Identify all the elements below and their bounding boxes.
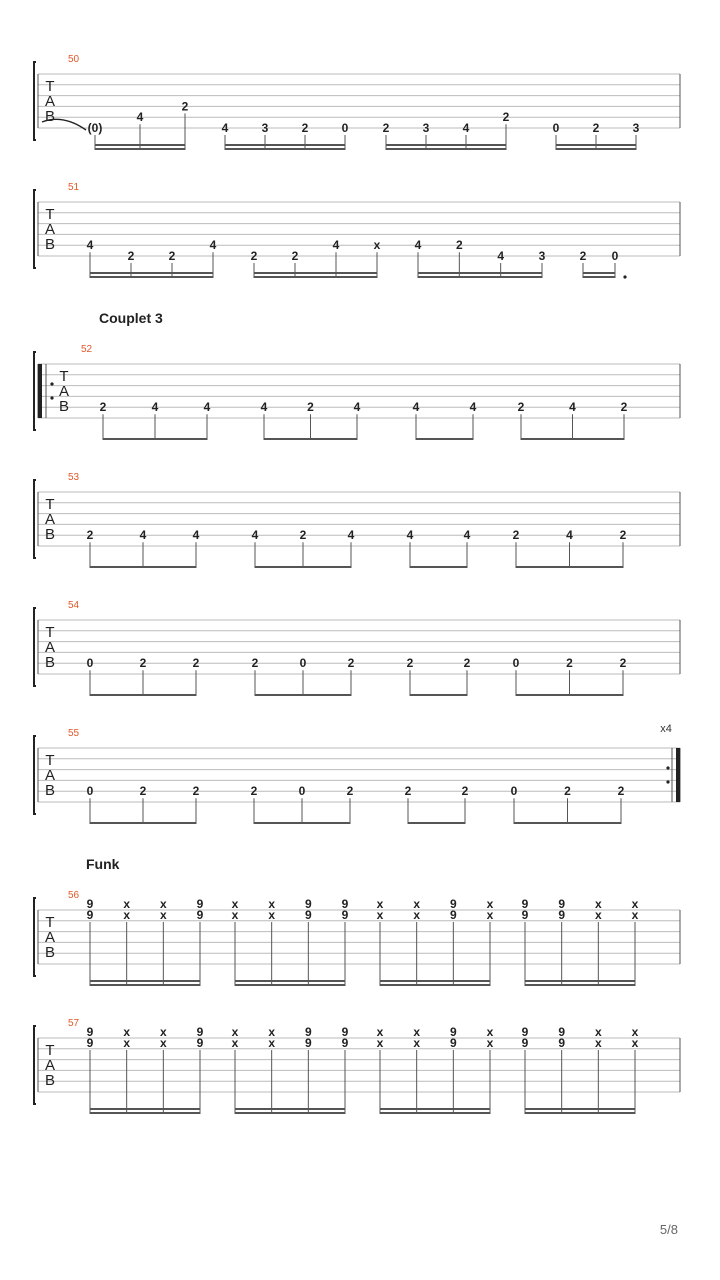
fret-number: 2 [299, 528, 307, 543]
fret-number: 4 [260, 400, 268, 415]
chord-note-upper: 9 [521, 1025, 529, 1039]
beam-secondary [225, 144, 345, 146]
beam-primary [410, 694, 467, 696]
fret-number: x [373, 238, 381, 253]
tab-clef-letter: B [58, 398, 70, 415]
tab-clef-letter: A [44, 639, 56, 656]
chord-note-upper: 9 [304, 897, 312, 911]
section-label: Couplet 3 [99, 310, 163, 326]
fret-number: 3 [422, 121, 430, 135]
tab-clef-letter: A [44, 767, 56, 784]
chord-note-lower: x [413, 1036, 421, 1050]
fret-number: 2 [566, 656, 573, 671]
chord-note-upper: 9 [521, 897, 529, 911]
fret-number: 0 [86, 784, 94, 799]
chord-note-lower: x [159, 908, 167, 922]
chord-note-upper: 9 [86, 897, 94, 911]
chord-note-upper: x [376, 897, 384, 911]
tab-clef-letter: T [45, 78, 55, 95]
chord-note-lower: 9 [558, 1036, 566, 1050]
measure-number: 54 [68, 600, 80, 611]
fret-number: 2 [301, 121, 309, 135]
beam-primary [255, 694, 351, 696]
fret-number: 2 [404, 784, 412, 799]
system-bracket [34, 62, 36, 140]
repeat-dot [666, 780, 669, 783]
fret-number: 4 [139, 528, 147, 543]
chord-note-upper: x [123, 1025, 131, 1039]
fret-number: 2 [168, 249, 176, 263]
tab-clef-letter: T [45, 206, 55, 223]
chord-note-lower: 9 [304, 1036, 312, 1050]
chord-note-upper: 9 [449, 897, 457, 911]
chord-note-lower: 9 [521, 908, 529, 922]
tab-clef-letter: B [44, 236, 56, 253]
chord-note-lower: 9 [521, 1036, 529, 1050]
beam-primary [90, 566, 196, 568]
tab-clef-letter: A [44, 221, 56, 238]
fret-number: 0 [341, 121, 349, 135]
beam-primary [254, 822, 350, 824]
system-bracket [34, 736, 36, 814]
chord-note-lower: x [159, 1036, 167, 1050]
tab-clef-letter: B [44, 1072, 56, 1089]
fret-number: 2 [461, 784, 469, 799]
fret-number: 0 [510, 784, 518, 799]
chord-note-upper: 9 [449, 1025, 457, 1039]
fret-number: 2 [192, 656, 200, 671]
fret-number: 4 [192, 528, 200, 543]
tab-clef-letter: A [44, 929, 56, 946]
beam-primary [90, 694, 196, 696]
chord-note-upper: x [268, 1025, 276, 1039]
beam-primary [380, 984, 490, 986]
fret-number: 2 [250, 784, 258, 799]
tab-clef-letter: A [44, 511, 56, 528]
beam-primary [556, 148, 636, 150]
fret-number: 2 [619, 656, 627, 671]
beam-primary [525, 1112, 635, 1114]
beam-primary [235, 1112, 345, 1114]
fret-number: 3 [538, 249, 546, 263]
fret-number: 2 [406, 656, 414, 671]
beam-primary [521, 438, 624, 440]
chord-note-lower: 9 [558, 908, 566, 922]
beam-primary [516, 566, 623, 568]
beam-primary [90, 822, 196, 824]
fret-number: 0 [611, 249, 619, 263]
fret-number: 2 [139, 784, 147, 799]
fret-number: 2 [463, 656, 471, 671]
fret-number: 4 [463, 528, 471, 543]
beam-primary [95, 148, 185, 150]
fret-number: 2 [291, 249, 299, 263]
fret-number: 2 [139, 656, 147, 671]
beam-secondary [386, 144, 506, 146]
beam-primary [380, 1112, 490, 1114]
section-label: Funk [86, 856, 120, 872]
tab-clef-letter: T [45, 496, 55, 513]
beam-secondary [380, 1108, 490, 1110]
fret-number: 0 [86, 656, 94, 671]
beam-primary [386, 148, 506, 150]
tab-clef-letter: B [44, 654, 56, 671]
fret-number: 4 [203, 400, 211, 415]
fret-number: 0 [299, 656, 307, 671]
system-bracket [34, 480, 36, 558]
chord-note-upper: x [631, 1025, 639, 1039]
chord-note-lower: 9 [341, 908, 349, 922]
chord-note-lower: 9 [449, 1036, 457, 1050]
fret-number: 2 [251, 656, 259, 671]
measure-number: 53 [68, 472, 80, 483]
fret-number: 4 [251, 528, 259, 543]
chord-note-lower: 9 [449, 908, 457, 922]
chord-note-lower: x [486, 908, 494, 922]
chord-note-lower: x [268, 1036, 276, 1050]
fret-number: 2 [592, 121, 600, 135]
fret-number: 0 [552, 121, 560, 135]
fret-number: 2 [517, 400, 525, 415]
beam-primary [90, 1112, 200, 1114]
system-bracket [34, 352, 36, 430]
fret-number: 3 [261, 121, 269, 135]
fret-number: 4 [497, 249, 505, 263]
tab-clef-letter: B [44, 108, 56, 125]
chord-note-lower: x [123, 908, 131, 922]
fret-number: (0) [87, 121, 103, 135]
chord-note-lower: 9 [196, 1036, 204, 1050]
chord-note-upper: x [376, 1025, 384, 1039]
beam-secondary [525, 1108, 635, 1110]
chord-note-upper: x [231, 1025, 239, 1039]
fret-number: 2 [192, 784, 200, 799]
fret-number: 2 [347, 656, 355, 671]
chord-note-upper: 9 [86, 1025, 94, 1039]
fret-number: 3 [632, 121, 640, 135]
chord-note-lower: x [594, 908, 602, 922]
fret-number: 2 [579, 249, 587, 263]
chord-note-upper: x [594, 1025, 602, 1039]
fret-number: 2 [619, 528, 627, 543]
chord-note-upper: x [413, 897, 421, 911]
measure-number: 52 [81, 344, 93, 355]
fret-number: 4 [347, 528, 355, 543]
chord-note-lower: x [231, 908, 239, 922]
fret-number: 2 [617, 784, 625, 799]
tab-clef-letter: T [45, 752, 55, 769]
chord-note-upper: x [268, 897, 276, 911]
page-number: 5/8 [659, 1222, 678, 1237]
chord-note-lower: 9 [304, 908, 312, 922]
fret-number: 2 [86, 528, 94, 543]
beam-primary [408, 822, 465, 824]
measure-number: 50 [68, 54, 80, 65]
system-bracket [34, 1026, 36, 1104]
beam-secondary [235, 1108, 345, 1110]
chord-note-upper: 9 [558, 1025, 566, 1039]
chord-note-lower: 9 [196, 908, 204, 922]
fret-number: 2 [382, 121, 390, 135]
beam-primary [90, 276, 213, 278]
chord-note-upper: 9 [196, 897, 204, 911]
tab-clef-letter: T [45, 914, 55, 931]
beam-secondary [556, 144, 636, 146]
system-bracket [34, 608, 36, 686]
fret-number: 2 [346, 784, 354, 799]
fret-number: 4 [209, 238, 217, 253]
chord-note-lower: 9 [86, 1036, 94, 1050]
tab-clef-letter: A [44, 1057, 56, 1074]
beam-secondary [90, 980, 200, 982]
fret-number: 4 [86, 238, 94, 253]
beam-primary [103, 438, 207, 440]
fret-number: 0 [512, 656, 520, 671]
fret-number: 2 [307, 400, 314, 415]
fret-number: 4 [462, 121, 470, 135]
beam-secondary [418, 272, 542, 274]
tab-clef-letter: B [44, 782, 56, 799]
beam-secondary [583, 272, 615, 274]
fret-number: 2 [502, 110, 510, 125]
beam-primary [90, 984, 200, 986]
beam-primary [264, 438, 357, 440]
beam-primary [525, 984, 635, 986]
chord-note-upper: 9 [558, 897, 566, 911]
beam-primary [255, 566, 351, 568]
fret-number: 4 [353, 400, 361, 415]
chord-note-lower: 9 [86, 908, 94, 922]
chord-note-upper: x [486, 1025, 494, 1039]
beam-primary [514, 822, 621, 824]
tab-clef-letter: T [45, 1042, 55, 1059]
chord-note-lower: x [123, 1036, 131, 1050]
chord-note-lower: x [631, 1036, 639, 1050]
chord-note-upper: x [594, 897, 602, 911]
chord-note-lower: x [486, 1036, 494, 1050]
fret-number: 2 [620, 400, 628, 415]
fret-number: 4 [221, 121, 229, 135]
fret-number: 2 [512, 528, 520, 543]
fret-number: 4 [412, 400, 420, 415]
chord-note-lower: x [268, 908, 276, 922]
dot-rest [623, 275, 626, 278]
beam-secondary [95, 144, 185, 146]
chord-note-upper: x [123, 897, 131, 911]
beam-secondary [380, 980, 490, 982]
beam-primary [410, 566, 467, 568]
measure-number: 55 [68, 728, 80, 739]
chord-note-upper: 9 [341, 1025, 349, 1039]
chord-note-lower: x [376, 1036, 384, 1050]
fret-number: 4 [566, 528, 573, 543]
tab-clef-letter: A [58, 383, 70, 400]
measure-number: 56 [68, 890, 80, 901]
fret-number: 2 [250, 249, 258, 263]
beam-primary [235, 984, 345, 986]
fret-number: 4 [569, 400, 576, 415]
chord-note-lower: x [594, 1036, 602, 1050]
tab-clef-letter: B [44, 526, 56, 543]
fret-number: 4 [414, 238, 422, 253]
chord-note-lower: 9 [341, 1036, 349, 1050]
fret-number: 4 [332, 238, 340, 253]
beam-primary [418, 276, 542, 278]
beam-primary [416, 438, 473, 440]
chord-note-lower: x [413, 908, 421, 922]
chord-note-upper: x [631, 897, 639, 911]
repeat-start-thick-bar [38, 364, 42, 418]
repeat-dot [666, 766, 669, 769]
beam-primary [225, 148, 345, 150]
fret-number: 2 [181, 99, 189, 114]
repeat-end-thick-bar [676, 748, 680, 802]
fret-number: 2 [564, 784, 571, 799]
repeat-dot [50, 396, 53, 399]
chord-note-upper: 9 [304, 1025, 312, 1039]
beam-secondary [90, 272, 213, 274]
system-bracket [34, 898, 36, 976]
beam-secondary [254, 272, 377, 274]
chord-note-lower: x [231, 1036, 239, 1050]
chord-note-upper: x [231, 897, 239, 911]
measure-number: 57 [68, 1018, 80, 1029]
fret-number: 4 [469, 400, 477, 415]
fret-number: 0 [298, 784, 306, 799]
fret-number: 4 [406, 528, 414, 543]
tab-clef-letter: B [44, 944, 56, 961]
fret-number: 2 [455, 238, 463, 253]
chord-note-upper: x [159, 897, 167, 911]
beam-secondary [235, 980, 345, 982]
tab-clef-letter: T [45, 624, 55, 641]
beam-secondary [90, 1108, 200, 1110]
tab-clef-letter: A [44, 93, 56, 110]
repeat-count: x4 [660, 723, 672, 735]
measure-number: 51 [68, 182, 80, 193]
repeat-dot [50, 382, 53, 385]
chord-note-upper: 9 [341, 897, 349, 911]
beam-secondary [525, 980, 635, 982]
beam-primary [254, 276, 377, 278]
beam-primary [516, 694, 623, 696]
fret-number: 4 [151, 400, 159, 415]
chord-note-upper: x [486, 897, 494, 911]
chord-note-lower: x [631, 908, 639, 922]
system-bracket [34, 190, 36, 268]
fret-number: 2 [127, 249, 135, 263]
chord-note-upper: x [413, 1025, 421, 1039]
beam-primary [583, 276, 615, 278]
chord-note-upper: 9 [196, 1025, 204, 1039]
chord-note-upper: x [159, 1025, 167, 1039]
chord-note-lower: x [376, 908, 384, 922]
fret-number: 4 [136, 110, 144, 125]
tab-clef-letter: T [59, 368, 69, 385]
fret-number: 2 [99, 400, 107, 415]
